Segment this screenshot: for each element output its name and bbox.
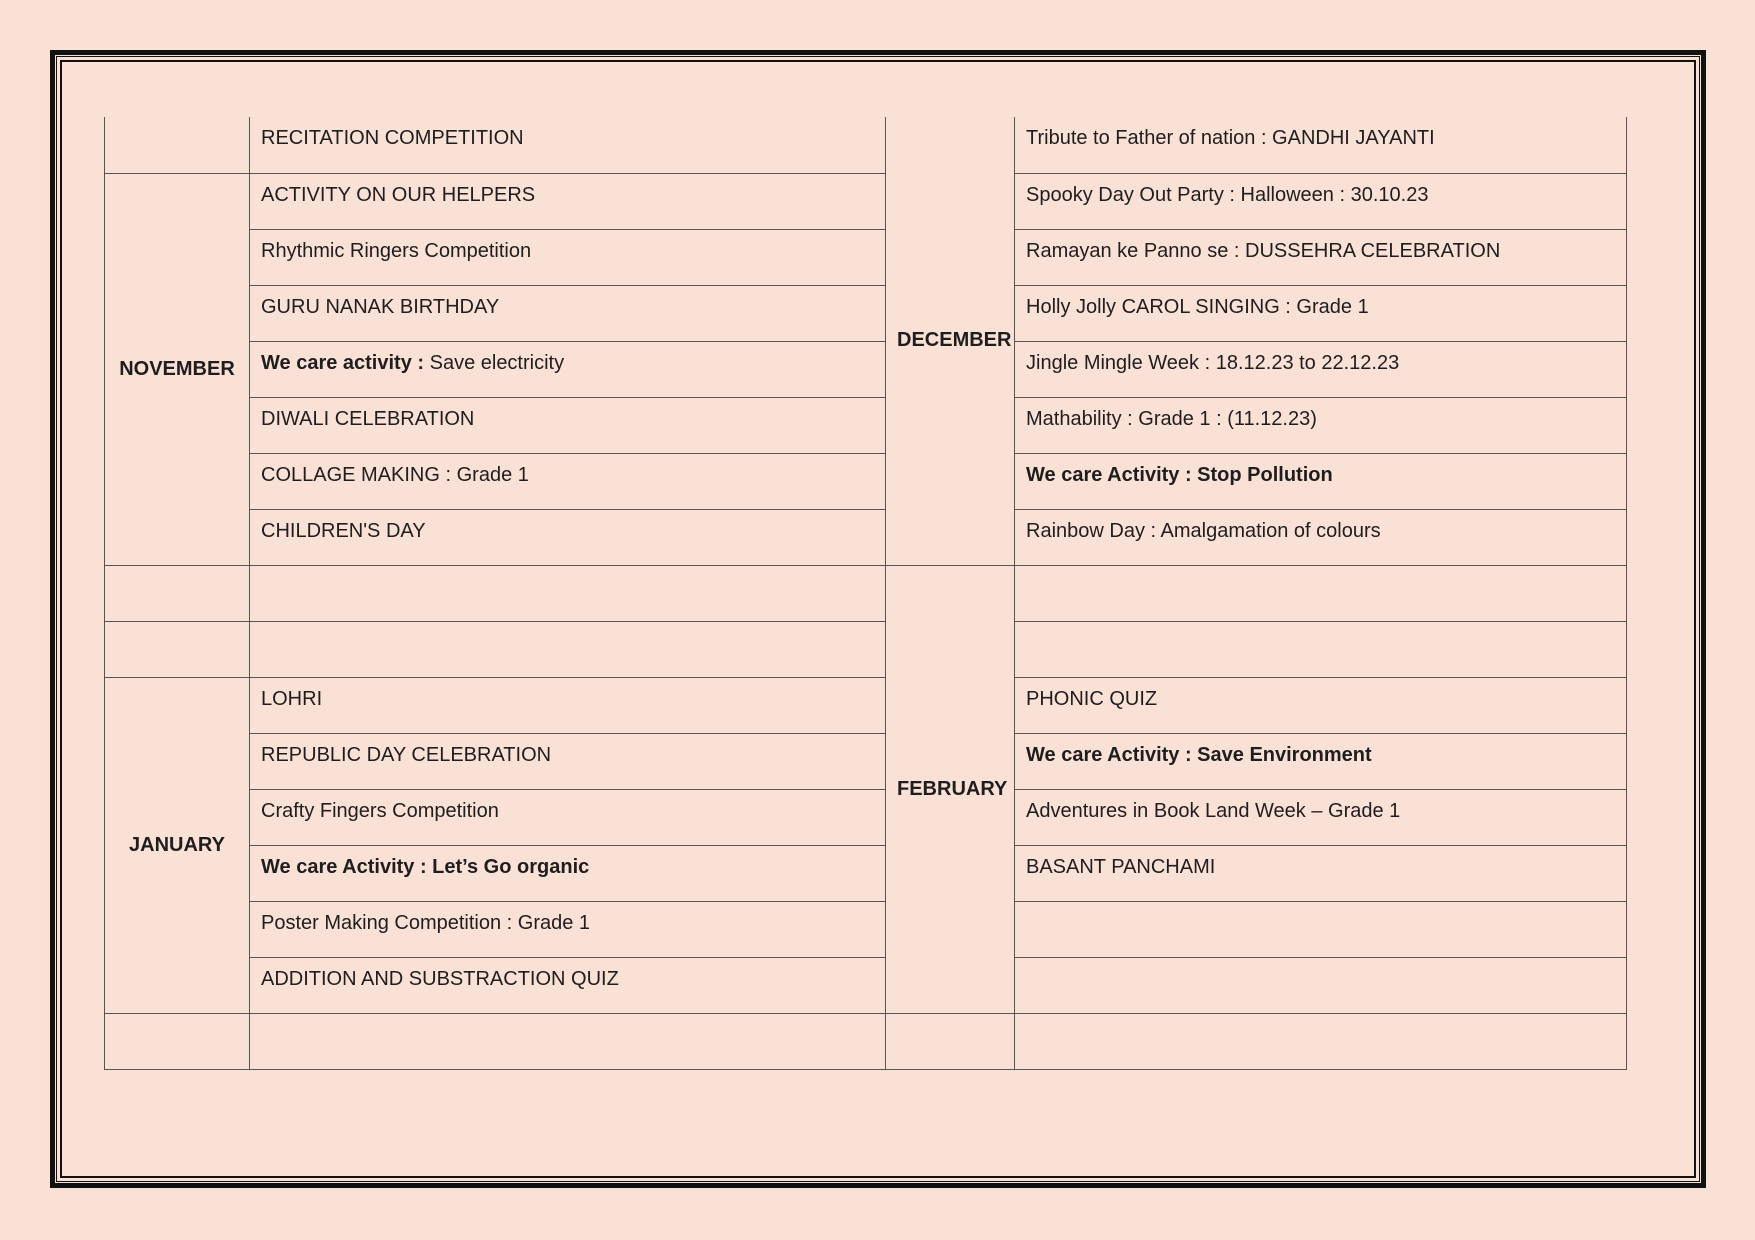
activity-cell xyxy=(250,1013,886,1069)
activity-cell xyxy=(1015,957,1627,1013)
activity-cell xyxy=(250,789,886,845)
activity-text: ACTIVITY ON OUR HELPERS xyxy=(261,183,536,206)
activity-cell xyxy=(250,957,886,1013)
activity-text: ADDITION AND SUBSTRACTION QUIZ xyxy=(261,967,619,990)
activity-text: PHONIC QUIZ xyxy=(1026,687,1158,710)
activity-cell xyxy=(250,845,886,901)
table-row xyxy=(105,341,1627,397)
month-cell-december xyxy=(886,117,1015,565)
activity-text: Mathability : Grade 1 : (11.12.23) xyxy=(1026,407,1317,430)
activity-text: Rainbow Day : Amalgamation of colours xyxy=(1026,519,1381,542)
activity-text: Adventures in Book Land Week – Grade 1 xyxy=(1026,799,1401,822)
activity-cell xyxy=(250,397,886,453)
activity-cell xyxy=(1015,845,1627,901)
activity-text: DIWALI CELEBRATION xyxy=(261,407,475,430)
activity-cell xyxy=(1015,397,1627,453)
month-cell-empty xyxy=(105,1013,250,1069)
month-cell-january xyxy=(105,677,250,1013)
table-row xyxy=(105,509,1627,565)
activity-cell xyxy=(1015,677,1627,733)
month-cell-empty xyxy=(105,565,250,621)
month-cell-empty xyxy=(105,621,250,677)
month-label-january: JANUARY xyxy=(129,833,225,856)
table-row xyxy=(105,957,1627,1013)
activity-bold-prefix: We care activity : xyxy=(261,351,425,374)
activity-cell xyxy=(1015,901,1627,957)
month-label-november: NOVEMBER xyxy=(119,357,235,380)
activity-text: BASANT PANCHAMI xyxy=(1026,855,1216,878)
activity-bold-prefix: We care Activity : Stop Pollution xyxy=(1026,463,1333,486)
table-row xyxy=(105,453,1627,509)
table-row xyxy=(105,229,1627,285)
activity-cell xyxy=(1015,789,1627,845)
activity-cell xyxy=(1015,621,1627,677)
activity-text: REPUBLIC DAY CELEBRATION xyxy=(261,743,552,766)
table-row xyxy=(105,901,1627,957)
activity-cell xyxy=(1015,1013,1627,1069)
activity-calendar-table xyxy=(104,117,1627,1070)
table-row xyxy=(105,621,1627,677)
activity-cell xyxy=(1015,733,1627,789)
activity-cell xyxy=(1015,285,1627,341)
activity-bold-prefix: We care Activity : Let’s Go organic xyxy=(261,855,590,878)
activity-cell xyxy=(250,565,886,621)
table-row xyxy=(105,397,1627,453)
activity-cell xyxy=(250,733,886,789)
activity-cell xyxy=(1015,565,1627,621)
activity-cell xyxy=(1015,229,1627,285)
month-cell-empty xyxy=(105,117,250,173)
activity-cell xyxy=(250,677,886,733)
activity-cell xyxy=(1015,341,1627,397)
activity-text: Crafty Fingers Competition xyxy=(261,799,499,822)
table-row xyxy=(105,677,1627,733)
activity-text: LOHRI xyxy=(261,687,323,710)
activity-bold-prefix: We care Activity : Save Environment xyxy=(1026,743,1372,766)
table-row xyxy=(105,565,1627,621)
month-cell-empty xyxy=(886,1013,1015,1069)
table-row xyxy=(105,117,1627,173)
table-row xyxy=(105,845,1627,901)
month-cell-november xyxy=(105,173,250,565)
activity-text: Poster Making Competition : Grade 1 xyxy=(261,911,591,934)
activity-cell xyxy=(250,509,886,565)
table-row xyxy=(105,173,1627,229)
activity-text: Spooky Day Out Party : Halloween : 30.10.23 xyxy=(1026,183,1429,206)
table-row xyxy=(105,1013,1627,1069)
activity-text: Tribute to Father of nation : GANDHI JAYANTI xyxy=(1026,127,1435,149)
activity-text: Jingle Mingle Week : 18.12.23 to 22.12.23 xyxy=(1026,351,1400,374)
activity-cell xyxy=(250,117,886,173)
activity-cell xyxy=(250,621,886,677)
activity-cell xyxy=(250,901,886,957)
activity-cell xyxy=(1015,117,1627,173)
activity-text: RECITATION COMPETITION xyxy=(261,127,524,149)
activity-cell xyxy=(250,285,886,341)
month-label-february: FEBRUARY xyxy=(897,777,1008,800)
month-cell-february xyxy=(886,565,1015,1013)
activity-cell xyxy=(250,173,886,229)
activity-cell xyxy=(1015,173,1627,229)
activity-text: Ramayan ke Panno se : DUSSEHRA CELEBRATION xyxy=(1026,239,1501,262)
table-row xyxy=(105,789,1627,845)
month-label-december: DECEMBER xyxy=(897,329,1012,352)
activity-cell xyxy=(1015,453,1627,509)
activity-text: GURU NANAK BIRTHDAY xyxy=(261,295,500,318)
activity-text: Holly Jolly CAROL SINGING : Grade 1 xyxy=(1026,295,1369,318)
table-row xyxy=(105,285,1627,341)
activity-cell xyxy=(250,341,886,397)
activity-cell xyxy=(1015,509,1627,565)
activity-text: COLLAGE MAKING : Grade 1 xyxy=(261,463,529,486)
table-row xyxy=(105,733,1627,789)
activity-text: Rhythmic Ringers Competition xyxy=(261,239,532,262)
activity-cell xyxy=(250,453,886,509)
activity-text: CHILDREN'S DAY xyxy=(261,519,426,542)
activity-cell xyxy=(250,229,886,285)
activity-text: Save electricity xyxy=(424,351,565,374)
